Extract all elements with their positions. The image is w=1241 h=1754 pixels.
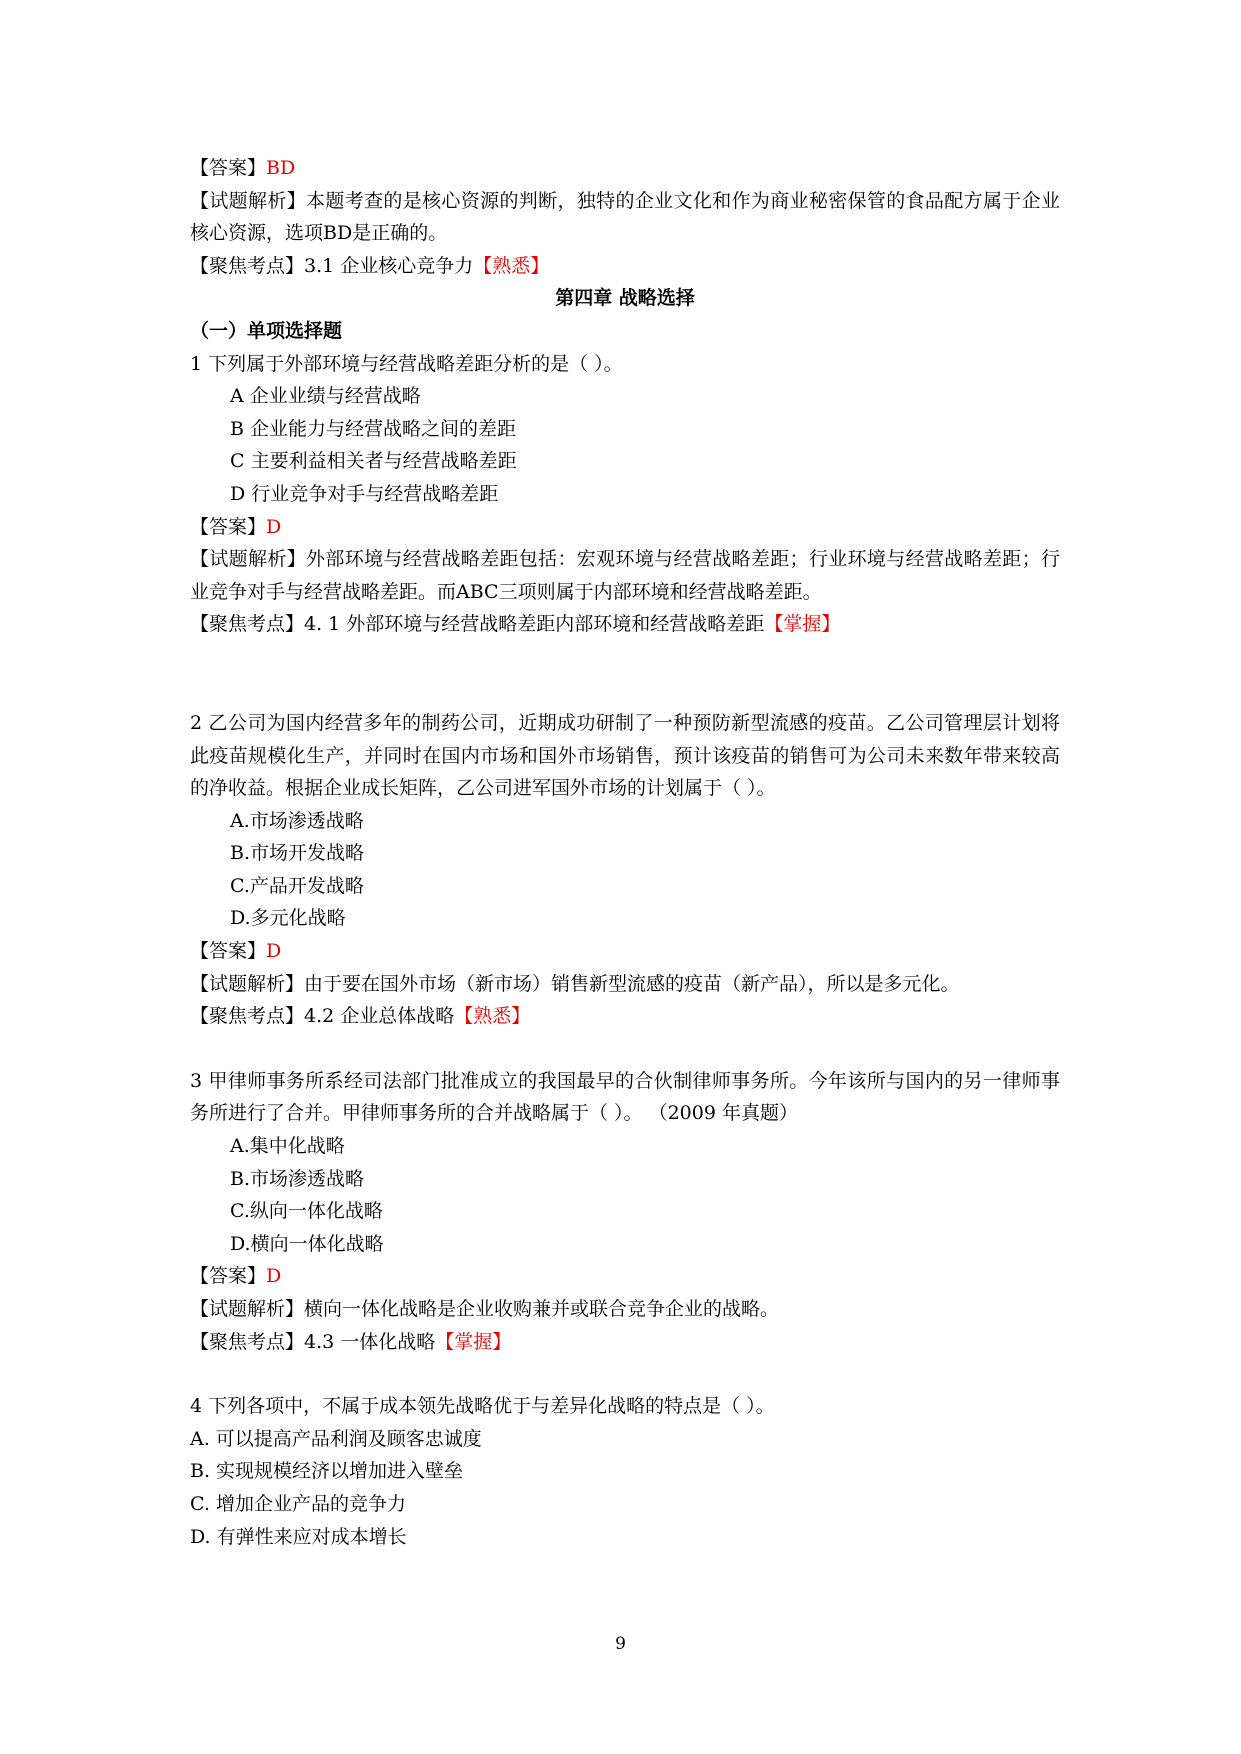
focus-label: 【聚焦考点】: [190, 1005, 305, 1028]
focus-tag: 【掌握】: [764, 613, 841, 636]
prev-analysis: [190, 185, 1060, 250]
answer-label: 【答案】: [190, 157, 267, 179]
question-stem: 4 下列各项中，不属于成本领先战略优于与差异化战略的特点是（ ）。: [190, 1395, 775, 1418]
question-4: [190, 1390, 1060, 1553]
option-d: D.多元化战略: [230, 907, 346, 930]
question-stem: 1 下列属于外部环境与经营战略差距分析的是（ ）。: [190, 352, 623, 375]
answer-label: 【答案】: [190, 940, 267, 963]
focus: [190, 1000, 1060, 1033]
option-d: D 行业竞争对手与经营战略差距: [230, 482, 499, 505]
option-b: B.市场渗透战略: [230, 1167, 365, 1190]
option-d: D. 有弹性来应对成本增长: [190, 1525, 407, 1548]
analysis: [190, 543, 1060, 608]
option-a: A.市场渗透战略: [230, 809, 364, 832]
option-a: A 企业业绩与经营战略: [230, 385, 421, 408]
option-a: A.集中化战略: [230, 1135, 345, 1158]
focus-label: 【聚焦考点】: [190, 1330, 305, 1353]
question-stem: 3 甲律师事务所系经司法部门批准成立的我国最早的合伙制律师事务所。今年该所与国内的另一律师事务所进行了合并。甲律师事务所的合并战略属于（ ）。 （2009 年真题）: [190, 1069, 1060, 1125]
analysis: [190, 1293, 1060, 1326]
section-title: （一）单项选择题: [190, 319, 343, 342]
focus-label: 【聚焦考点】: [190, 254, 305, 277]
chapter-title: 第四章 战略选择: [555, 287, 695, 310]
answer-value: BD: [266, 157, 296, 179]
prev-answer: [190, 152, 1060, 185]
question-3: [190, 1065, 1060, 1358]
option-b: B. 实现规模经济以增加进入壁垒: [190, 1460, 464, 1483]
answer-label: 【答案】: [190, 1265, 267, 1288]
option-d: D.横向一体化战略: [230, 1232, 384, 1255]
question-2: [190, 707, 1060, 1033]
option-c: C.纵向一体化战略: [230, 1200, 383, 1223]
answer: [190, 511, 1060, 544]
analysis-label: 【试题解析】: [190, 189, 307, 212]
document-page: [190, 152, 1060, 1553]
focus-text: 4.2 企业总体战略: [304, 1005, 455, 1028]
answer-value: D: [266, 940, 282, 963]
focus-tag: 【掌握】: [435, 1330, 512, 1353]
option-a: A. 可以提高产品利润及顾客忠诚度: [190, 1427, 482, 1450]
focus: [190, 608, 1060, 641]
analysis-text: 由于要在国外市场（新市场）销售新型流感的疫苗（新产品），所以是多元化。: [304, 972, 960, 995]
option-b: B.市场开发战略: [230, 842, 365, 865]
focus: [190, 1326, 1060, 1359]
analysis-text: 横向一体化战略是企业收购兼并或联合竞争企业的战略。: [304, 1298, 780, 1320]
analysis-label: 【试题解析】: [190, 548, 307, 571]
answer: [190, 935, 1060, 968]
answer-label: 【答案】: [190, 515, 267, 538]
answer: [190, 1260, 1060, 1293]
option-c: C.产品开发战略: [230, 874, 364, 897]
focus-label: 【聚焦考点】: [190, 613, 305, 636]
prev-focus: [190, 250, 1060, 283]
analysis-label: 【试题解析】: [190, 1298, 305, 1320]
option-b: B 企业能力与经营战略之间的差距: [230, 417, 517, 440]
focus-text: 4.3 一体化战略: [304, 1330, 436, 1353]
analysis-text: 本题考查的是核心资源的判断，独特的企业文化和作为商业秘密保管的食品配方属于企业核心资源，选项BD是正确的。: [190, 189, 1060, 245]
answer-value: D: [266, 515, 282, 538]
option-c: C. 增加企业产品的竞争力: [190, 1492, 406, 1515]
focus-tag: 【熟悉】: [473, 254, 550, 277]
option-c: C 主要利益相关者与经营战略差距: [230, 450, 517, 473]
focus-tag: 【熟悉】: [454, 1005, 531, 1028]
question-stem: 2 乙公司为国内经营多年的制药公司，近期成功研制了一种预防新型流感的疫苗。乙公司管理层计划将此疫苗规模化生产，并同时在国内市场和国外市场销售，预计该疫苗的销售可为公司未来数年带来较高的净收益。根据企业成长矩阵，乙公司进军国外市场的计划属于（ ）。: [190, 711, 1060, 800]
page-number: 9: [615, 1634, 626, 1654]
analysis: [190, 968, 1060, 1001]
analysis-text: 外部环境与经营战略差距包括：宏观环境与经营战略差距；行业环境与经营战略差距；行业竞争对手与经营战略差距。而ABC三项则属于内部环境和经营战略差距。: [190, 548, 1060, 603]
focus-text: 4. 1 外部环境与经营战略差距内部环境和经营战略差距: [304, 613, 765, 636]
question-1: [190, 348, 1060, 641]
analysis-label: 【试题解析】: [190, 972, 305, 995]
answer-value: D: [266, 1265, 282, 1288]
focus-text: 3.1 企业核心竞争力: [304, 254, 474, 277]
